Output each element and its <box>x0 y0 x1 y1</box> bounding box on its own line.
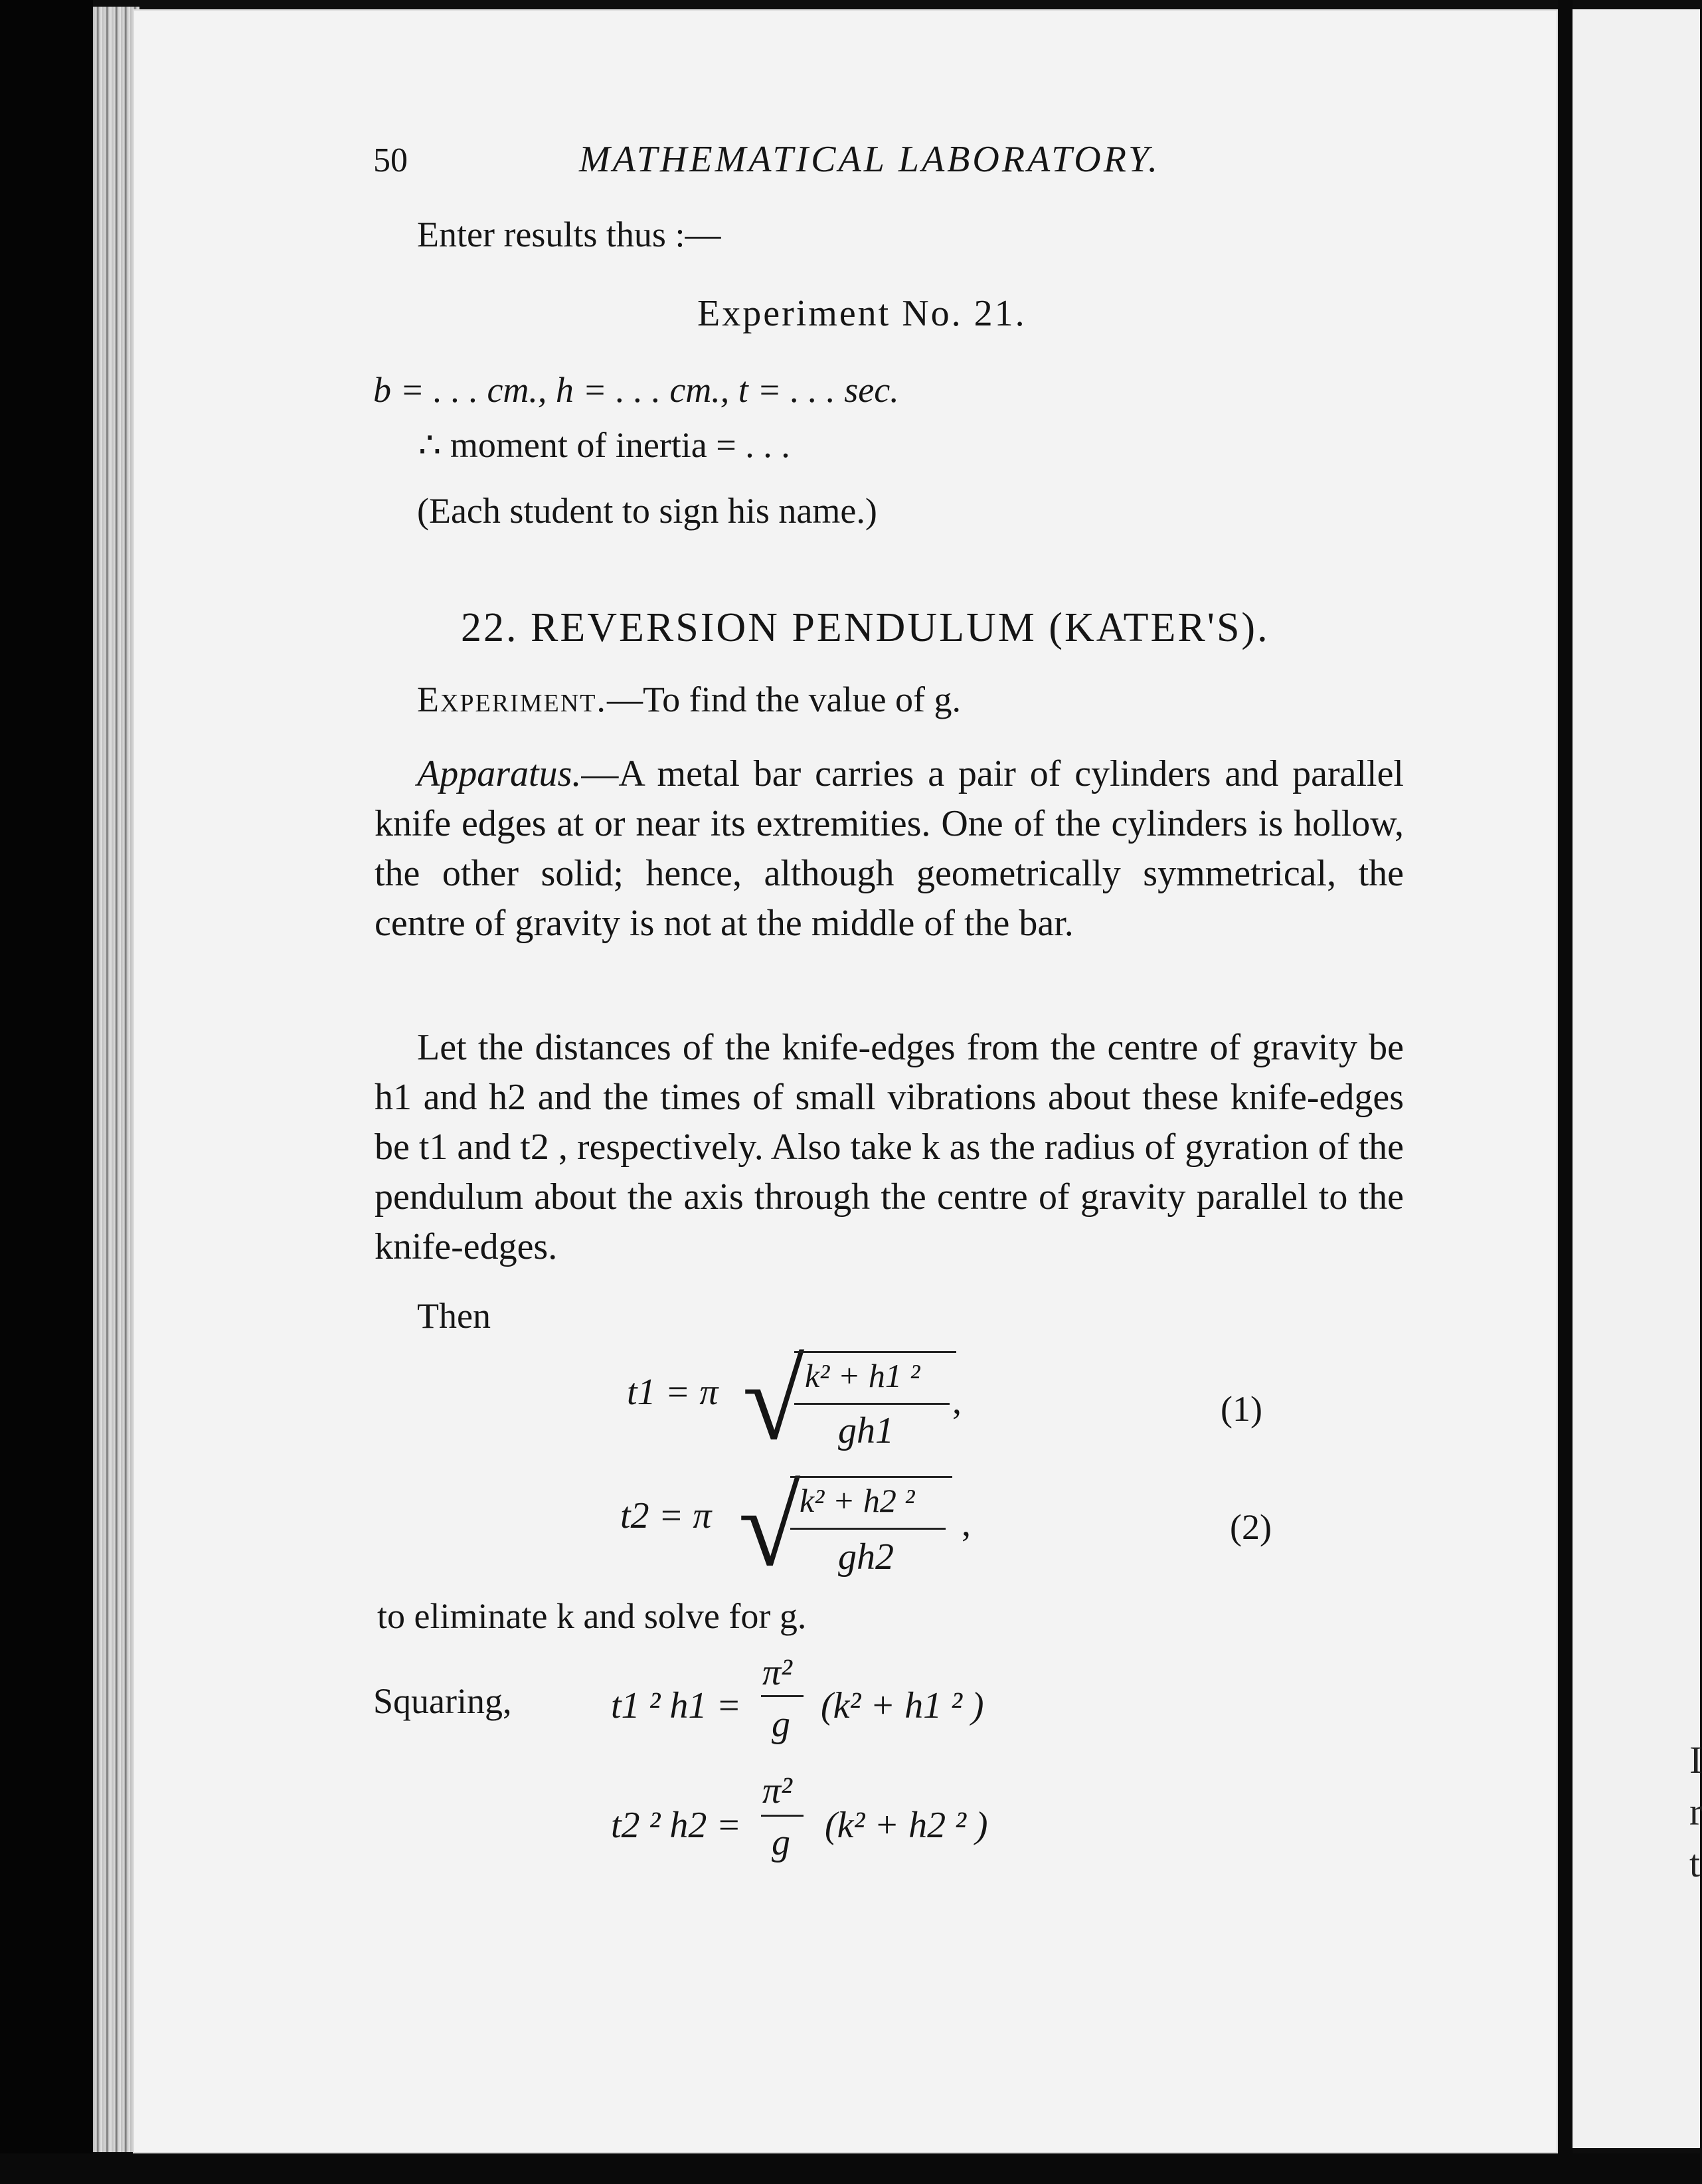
eq2-fraction-bar <box>790 1528 946 1530</box>
sign-line: (Each student to sign his name.) <box>417 491 877 531</box>
eliminate-line: to eliminate k and solve for g. <box>377 1596 807 1636</box>
eq2-comma: , <box>962 1503 971 1544</box>
eq1-numerator: k² + h1 ² <box>805 1357 920 1394</box>
scan-bottom-margin <box>0 2153 1700 2184</box>
eq2-radical: √ <box>738 1465 801 1590</box>
facing-page-fragment: r <box>1689 1790 1702 1833</box>
sq1-fraction-bar <box>761 1695 804 1697</box>
running-title: MATHEMATICAL LABORATORY. <box>579 139 1160 180</box>
sq2-rhs: (k² + h2 ² ) <box>825 1805 988 1846</box>
apparatus-label: Apparatus. <box>417 753 582 794</box>
book-spine <box>1558 0 1573 2184</box>
squaring-label: Squaring, <box>373 1681 512 1721</box>
eq1-vinculum <box>794 1351 956 1353</box>
section-heading: 22. REVERSION PENDULUM (KATER'S). <box>461 605 1270 650</box>
sq1-numerator: π² <box>762 1652 792 1693</box>
eq2-lhs: t2 = π <box>620 1495 712 1536</box>
eq2-denominator: gh2 <box>838 1536 894 1578</box>
page-number: 50 <box>373 141 408 179</box>
eq1-denominator: gh1 <box>838 1410 894 1451</box>
experiment-label: Experiment. <box>417 680 607 719</box>
eq1-comma: , <box>952 1381 962 1422</box>
scan-left-margin <box>0 0 93 2184</box>
experiment-line <box>417 679 961 720</box>
eq1-number: (1) <box>1221 1389 1262 1429</box>
moment-line: ∴ moment of inertia = . . . <box>418 425 790 465</box>
sq2-lhs: t2 ² h2 = <box>611 1805 742 1846</box>
sq1-lhs: t1 ² h1 = <box>611 1685 742 1726</box>
sq2-fraction-bar <box>761 1815 804 1817</box>
eq1-radical: √ <box>742 1338 805 1463</box>
experiment-title: Experiment No. 21. <box>697 293 1027 334</box>
sq1-denominator: g <box>772 1704 790 1745</box>
sq2-numerator: π² <box>762 1770 792 1811</box>
facing-page-fragment: I <box>1689 1738 1702 1781</box>
facing-page-fragment: t <box>1689 1842 1701 1885</box>
eq2-vinculum <box>790 1476 952 1478</box>
results-intro: Enter results thus :— <box>417 215 721 254</box>
facing-page <box>1573 9 1700 2148</box>
experiment-text: —To find the value of g. <box>606 680 962 719</box>
distances-text: Let the distances of the knife-edges from the centre of gravity be h1 and h2 and the times of small vibrations about these knife-edges be t1 and t2 , respectively. Also take k as the radius of gyration of the pendulum about the axis through the centre of gravity parallel to the knife-edges. <box>375 1027 1404 1267</box>
results-line: b = . . . cm., h = . . . cm., t = . . . sec. <box>373 370 899 410</box>
sq2-denominator: g <box>772 1822 790 1863</box>
sq1-rhs: (k² + h1 ² ) <box>821 1685 984 1726</box>
eq1-fraction-bar <box>794 1403 950 1405</box>
distances-paragraph <box>375 1023 1404 1272</box>
then-label: Then <box>417 1296 491 1336</box>
eq1-lhs: t1 = π <box>627 1372 719 1413</box>
eq2-numerator: k² + h2 ² <box>800 1482 915 1519</box>
apparatus-paragraph <box>375 749 1404 949</box>
eq2-number: (2) <box>1230 1507 1272 1547</box>
apparatus-text: —A metal bar carries a pair of cylinders and parallel knife edges at or near its extremities. One of the cylinders is hollow, the other solid; hence, although geometrically symmetrical, the centre of gravity is not at the middle of the bar. <box>375 753 1404 944</box>
